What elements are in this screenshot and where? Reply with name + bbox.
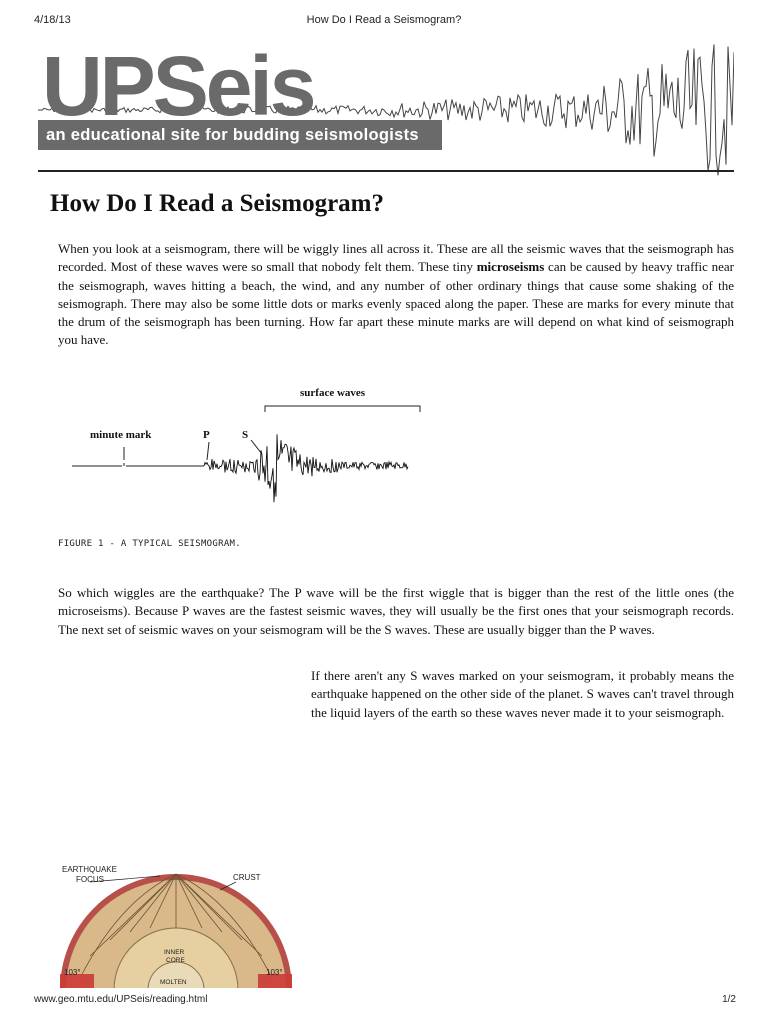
print-footer-url: www.geo.mtu.edu/UPSeis/reading.html [34,994,208,1005]
print-header-date: 4/18/13 [34,14,71,26]
microseisms-term: microseisms [476,259,545,275]
molten-label: MOLTEN [160,979,187,986]
focus-label-line1: EARTHQUAKE [62,865,117,874]
intro-text-start: When you look at a seismogram, there will be wiggly lines all across it. These are all the seismic waves that the seismograph has recorded. Most of these waves were so small that nobody felt them. These tiny [58,241,734,275]
crust-label: CRUST [233,873,261,882]
minute-mark-label: minute mark [90,429,152,441]
s-wave-label: S [242,429,249,441]
inner-core-label-line1: INNER [164,949,185,956]
p-wave-label: P [203,429,210,441]
site-logo: UPSeis [42,39,314,133]
p-wave-pointer [207,442,209,460]
site-banner[interactable] [38,36,734,176]
site-tagline: an educational site for budding seismologists [46,126,419,144]
focus-label-line2: FOCUS [76,875,104,884]
p-wave-paragraph: So which wiggles are the earthquake? The P wave will be the first wiggle that is bigger than the rest of the little ones (the microseisms). Because P waves are the fastest seismic waves, they will usually be the first ones that your seismograph records. The next set of seismic waves on your seismogram will be the S waves. These are usually bigger than the P waves. [58,585,734,637]
s-wave-paragraph: If there aren't any S waves marked on your seismogram, it probably means the earthquake happened on the other side of the planet. S waves can't travel through the liquid layers of the earth so these waves never made it to your seismograph. [311,668,734,720]
baseline-trace [72,463,204,466]
seismogram-trace [204,434,408,502]
inner-core-label-line2: CORE [166,957,185,964]
intro-text-end: can be caused by heavy traffic near the seismograph, waves hitting a beach, the wind, and any number of other ordinary things that cause some shaking of the seismograph. There may also be some little dots or marks evenly spaced along the paper. These are marks for every minute that the drum of the seismograph has been turning. How far apart these minute marks are will depend on what kind of seismograph you have. [58,259,735,348]
earth-cross-section-figure [50,860,300,990]
page-title: How Do I Read a Seismogram? [50,190,385,217]
intro-paragraph [58,240,734,350]
surface-waves-bracket [265,406,420,412]
print-header-title: How Do I Read a Seismogram? [306,14,462,26]
angle-left-label: 103° [64,968,81,977]
figure-caption: FIGURE 1 - A TYPICAL SEISMOGRAM. [58,539,241,549]
print-footer-page: 1/2 [722,994,736,1005]
seismogram-figure [64,380,434,520]
angle-right-label: 103° [266,968,283,977]
banner-divider [38,170,734,172]
surface-waves-label: surface waves [300,387,366,399]
s-wave-pointer [251,440,262,454]
